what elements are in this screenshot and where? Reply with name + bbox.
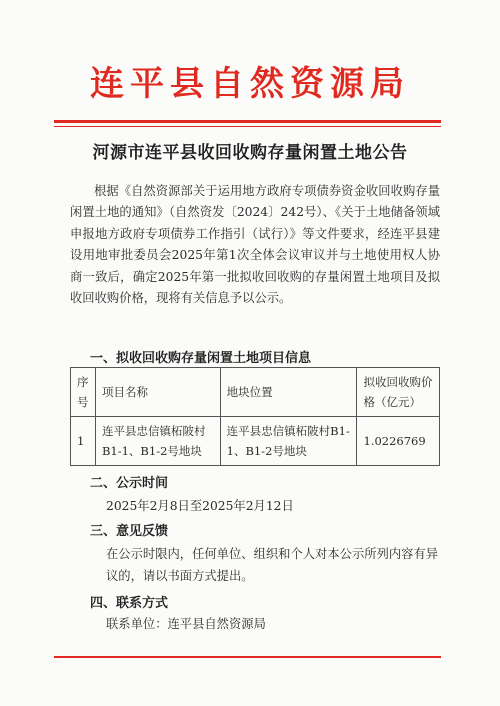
- table-header-row: [71, 368, 440, 417]
- cell-index: 1: [71, 417, 96, 466]
- intro-paragraph: 根据《自然资源部关于运用地方政府专项债券资金收回收购存量闲置土地的通知》（自然资发〔2024〕242号）、《关于土地储备领域申报地方政府专项债券工作指引（试行）》等文件要求，经连平县建设用地审批委员会2025年第1次全体会议审议并与土地使用权人协商一致后，确定2025年第一批拟收回收购的存量闲置土地项目及拟收回收购价格，现将有关信息予以公示。: [70, 184, 440, 306]
- section-4-heading: 四、联系方式: [90, 596, 169, 611]
- feedback-text: 在公示时限内，任何单位、组织和个人对本公示所列内容有异议的，请以书面方式提出。: [106, 547, 439, 583]
- letterhead-rule-thick: [54, 120, 441, 123]
- header-price: 拟收回收购价格（亿元）: [357, 368, 440, 417]
- header-project-name: 项目名称: [95, 368, 220, 417]
- letterhead-rule-thin: [54, 126, 441, 127]
- header-location: 地块位置: [220, 368, 357, 417]
- document-title: 河源市连平县收回收购存量闲置土地公告: [92, 143, 408, 163]
- cell-project-name: 连平县忠信镇柘陂村B1-1、B1-2号地块: [95, 417, 220, 466]
- section-3-heading: 三、意见反馈: [90, 524, 169, 539]
- section-1-heading: 一、拟收回收购存量闲置土地项目信息: [90, 351, 312, 366]
- table-row: [71, 417, 440, 466]
- contact-info: 联系单位：连平县自然资源局: [106, 617, 266, 631]
- land-info-table: [70, 367, 440, 466]
- letterhead-org: 连平县自然资源局: [90, 64, 410, 104]
- notice-period: 2025年2月8日至2025年2月12日: [106, 499, 294, 513]
- section-2-heading: 二、公示时间: [90, 476, 169, 491]
- cell-location: 连平县忠信镇柘陂村B1-1、B1-2号地块: [220, 417, 357, 466]
- cell-price: 1.0226769: [357, 417, 440, 466]
- footer-rule: [54, 656, 441, 658]
- header-index: 序号: [71, 368, 96, 417]
